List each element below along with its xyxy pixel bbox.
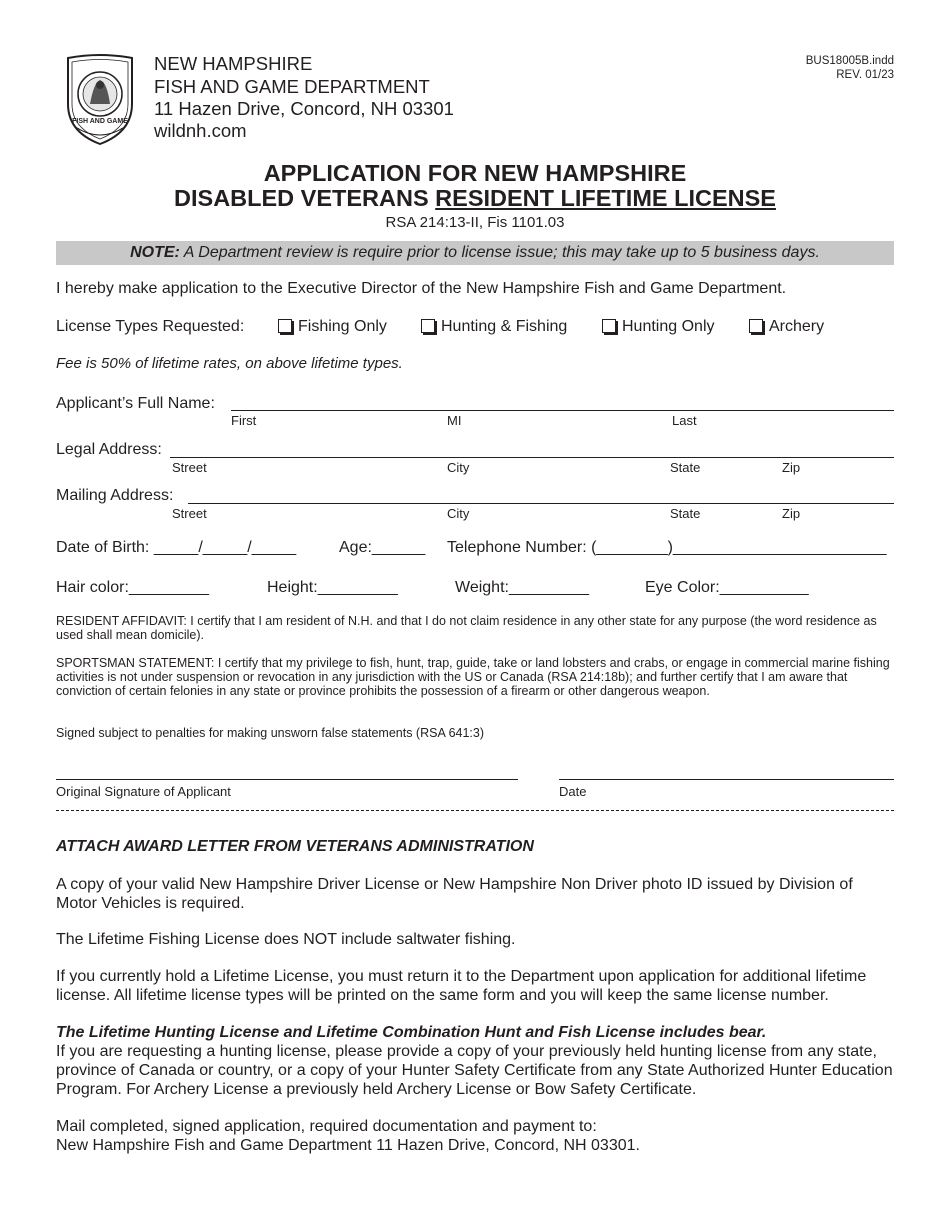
option-label: Fishing Only [298, 318, 387, 335]
caption-street: Street [172, 460, 207, 475]
sportsman-statement: SPORTSMAN STATEMENT: I certify that my privilege to fish, hunt, trap, guide, take or land lobsters and crabs, or engage in commercial marine fishing activities is not under suspension or revocation in any jurisdiction with the US or Canada (RSA 214:18b); and further certify that I am aware that conviction of certain felonies in any state or province prohibits the possession of a firearm or other dangerous weapon. [56, 656, 890, 698]
title-prefix: DISABLED VETERANS [174, 185, 436, 211]
caption-city: City [447, 460, 470, 475]
note-text: A Department review is require prior to license issue; this may take up to 5 business days. [179, 244, 820, 261]
option-archery[interactable] [749, 318, 824, 336]
penalty-statement: Signed subject to penalties for making unsworn false statements (RSA 641:3) [56, 726, 485, 740]
caption-zip: Zip [782, 460, 801, 475]
option-hunting-only[interactable] [602, 318, 715, 336]
agency-address-line: 11 Hazen Drive, Concord, NH 03301 [154, 98, 454, 119]
option-label: Hunting & Fishing [441, 318, 568, 335]
weight-field[interactable]: Weight:_________ [455, 579, 590, 596]
fee-note: Fee is 50% of lifetime rates, on above lifetime types. [56, 355, 403, 372]
option-label: Hunting Only [622, 318, 715, 335]
statute-reference: RSA 214:13-II, Fis 1101.03 [385, 214, 565, 231]
mailing-address-field[interactable] [188, 503, 894, 504]
full-name-field[interactable] [231, 410, 894, 411]
checkbox-icon[interactable] [749, 319, 763, 333]
caption-state: State [670, 460, 701, 475]
date-of-birth-field[interactable]: Date of Birth: _____/_____/_____ [56, 539, 297, 556]
form-title-line1: APPLICATION FOR NEW HAMPSHIRE [263, 160, 687, 186]
legal-address-field[interactable] [170, 457, 894, 458]
agency-department-line: FISH AND GAME DEPARTMENT [154, 76, 430, 97]
caption-mi: MI [447, 413, 462, 428]
hair-color-field[interactable]: Hair color:_________ [56, 579, 209, 596]
department-seal [60, 52, 140, 148]
caption-last: Last [672, 413, 697, 428]
license-types-label: License Types Requested: [56, 318, 245, 335]
date-caption: Date [559, 784, 587, 799]
option-hunting-fishing[interactable] [421, 318, 567, 336]
note-label: NOTE: [130, 244, 180, 261]
checkbox-icon[interactable] [421, 319, 435, 333]
id-requirement: A copy of your valid New Hampshire Driver License or New Hampshire Non Driver photo ID issued by Division of Motor Vehicles is required. [56, 876, 853, 912]
date-field[interactable] [559, 779, 894, 780]
agency-website: wildnh.com [154, 120, 247, 141]
height-field[interactable]: Height:_________ [267, 579, 398, 596]
saltwater-exclusion: The Lifetime Fishing License does NOT include saltwater fishing. [56, 931, 516, 948]
cut-line-divider [56, 810, 894, 811]
review-note-bar [56, 241, 894, 265]
intro-statement: I hereby make application to the Executive Director of the New Hampshire Fish and Game Department. [56, 280, 787, 297]
mailing-destination: New Hampshire Fish and Game Department 11 Hazen Drive, Concord, NH 03301. [56, 1137, 640, 1154]
eye-color-field[interactable]: Eye Color:__________ [645, 579, 809, 596]
signature-field[interactable] [56, 779, 518, 780]
age-field[interactable]: Age:______ [339, 539, 426, 556]
checkbox-icon[interactable] [602, 319, 616, 333]
mailing-address-label: Mailing Address: [56, 487, 174, 504]
option-label: Archery [769, 318, 825, 335]
caption-zip: Zip [782, 506, 801, 521]
attach-award-letter-heading: ATTACH AWARD LETTER FROM VETERANS ADMINISTRATION [56, 838, 534, 855]
caption-city: City [447, 506, 470, 521]
caption-first: First [231, 413, 257, 428]
resident-affidavit: RESIDENT AFFIDAVIT: I certify that I am resident of N.H. and that I do not claim residence in any other state for any purpose (the word residence as used shall mean domicile). [56, 614, 877, 642]
return-license-instruction: If you currently hold a Lifetime License, you must return it to the Department upon application for additional lifetime license. All lifetime license types will be printed on the same form and you will keep the same license number. [56, 968, 867, 1004]
mail-instruction: Mail completed, signed application, required documentation and payment to: [56, 1118, 597, 1135]
caption-state: State [670, 506, 701, 521]
signature-caption: Original Signature of Applicant [56, 784, 231, 799]
title-underlined: RESIDENT LIFETIME LICENSE [435, 185, 776, 211]
full-name-label: Applicant’s Full Name: [56, 395, 215, 412]
agency-name-line: NEW HAMPSHIRE [154, 53, 313, 74]
revision-label: REV. 01/23 [836, 69, 894, 81]
seal-text: FISH AND GAME [72, 118, 128, 125]
bear-inclusion-note: The Lifetime Hunting License and Lifetime Combination Hunt and Fish License includes bear. [56, 1024, 767, 1041]
telephone-field[interactable]: Telephone Number: (________)________________________ [447, 539, 887, 556]
option-fishing-only[interactable] [278, 318, 387, 336]
hunting-proof-instruction: If you are requesting a hunting license, please provide a copy of your previously held hunting license from any state, province of Canada or country, or a copy of your Hunter Safety Certificate from any State Authorized Hunter Education Program. For Archery License a previously held Archery License or Bow Safety Certificate. [56, 1043, 893, 1098]
legal-address-label: Legal Address: [56, 441, 162, 458]
checkbox-icon[interactable] [278, 319, 292, 333]
caption-street: Street [172, 506, 207, 521]
file-code: BUS18005B.indd [805, 55, 894, 67]
form-title-line2 [0, 185, 950, 211]
